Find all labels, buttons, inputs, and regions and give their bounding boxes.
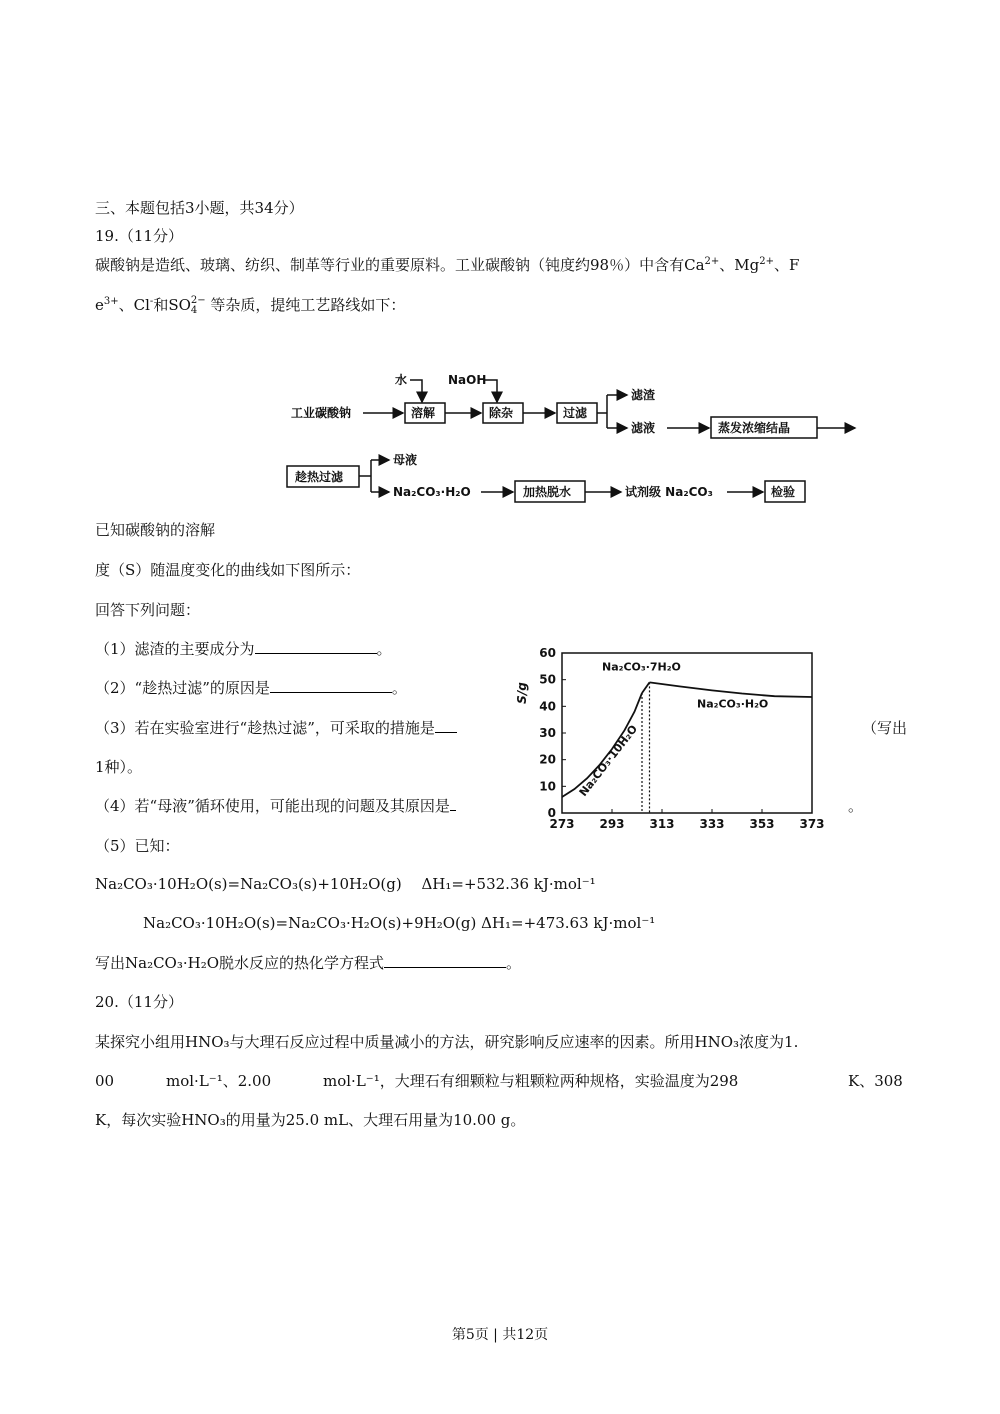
q20-line2b: mol·L⁻¹、2.00 <box>166 1072 272 1090</box>
q19-intro-line2: $e^{3+}$、Cl-和SO2− 4 等杂质，提纯工艺路线如下： <box>95 295 406 316</box>
answer-blank-5[interactable] <box>384 953 506 968</box>
chart-plot-frame <box>562 653 812 813</box>
solubility-chart <box>510 645 830 845</box>
flow-reagent-label: 试剂级 Na₂CO₃ <box>625 485 713 499</box>
y-tick-label: 30 <box>539 726 556 740</box>
flow-naoh-label: NaOH <box>448 373 487 387</box>
series-line-1 <box>562 693 642 797</box>
q19-part2: （2）“趁热过滤”的原因是 。 <box>95 679 407 697</box>
y-tick-label: 60 <box>539 646 556 660</box>
q19-part1: （1）滤渣的主要成分为 。 <box>95 640 392 658</box>
q20-line3: K，每次实验HNO₃的用量为25.0 mL、大理石用量为10.00 g。 <box>95 1111 526 1129</box>
y-axis-label: S/g <box>515 682 529 704</box>
flow-hydrate-label: Na₂CO₃·H₂O <box>393 485 471 499</box>
answer-blank-1[interactable] <box>255 639 377 654</box>
q19-part3-tail: （写出 <box>862 719 908 737</box>
series-label-heptahydrate: Na₂CO₃·7H₂O <box>602 660 681 674</box>
q19-known-line1: 已知碳酸钠的溶解 <box>95 521 216 539</box>
x-tick-label: 273 <box>549 817 575 831</box>
series-line-3 <box>650 682 813 697</box>
page-footer: 第5页 | 共12页 <box>451 1327 549 1343</box>
flow-dissolve-label: 溶解 <box>411 406 436 420</box>
flow-raw-label: 工业碳酸钠 <box>291 406 352 420</box>
q20-number: 20.（11分） <box>95 993 183 1011</box>
q19-write: 写出Na₂CO₃·H₂O脱水反应的热化学方程式 。 <box>95 954 522 972</box>
q20-line2d: K、308 <box>848 1072 903 1090</box>
flow-evaporate-label: 蒸发浓缩结晶 <box>718 421 791 435</box>
y-tick-label: 40 <box>539 699 556 714</box>
q19-part4-end: 。 <box>848 797 864 815</box>
flow-filtrate-label: 滤液 <box>631 421 656 435</box>
y-tick-label: 20 <box>539 752 556 767</box>
q19-part5: （5）已知： <box>95 837 180 855</box>
flow-mother-liquor-label: 母液 <box>393 453 418 467</box>
q20-line2c: mol·L⁻¹，大理石有细颗粒与粗颗粒两种规格，实验温度为298 <box>323 1072 739 1090</box>
q19-intro-line1: 碳酸钠是造纸、玻璃、纺织、制革等行业的重要原料。工业碳酸钠（钝度约98％）中含有$Ca^{2+}$、$Mg^{2+}$、F <box>95 256 800 274</box>
x-tick-label: 313 <box>649 817 675 831</box>
section-heading: 三、本题包括3小题，共34分） <box>95 199 304 217</box>
flow-heat-label: 加热脱水 <box>523 485 572 499</box>
x-tick-label: 373 <box>799 817 825 831</box>
q19-part4: （4）若“母液”循环使用，可能出现的问题及其原因是 <box>95 796 456 816</box>
y-tick-label: 10 <box>539 779 556 794</box>
q19-answer-prompt: 回答下列问题： <box>95 601 201 619</box>
series-label-decahydrate: Na₂CO₃·10H₂O <box>576 722 641 799</box>
series-label-monohydrate: Na₂CO₃·H₂O <box>697 697 769 711</box>
q20-line1: 某探究小组用HNO₃与大理石反应过程中质量减小的方法，研究影响反应速率的因素。所用HNO₃浓度为1. <box>95 1033 799 1051</box>
q19-eq1: Na₂CO₃·10H₂O(s)=Na₂CO₃(s)+10H₂O(g) ΔH₁=+532.36 kJ·mol⁻¹ <box>95 875 596 893</box>
q19-eq2: Na₂CO₃·10H₂O(s)=Na₂CO₃·H₂O(s)+9H₂O(g) ΔH₁=+473.63 kJ·mol⁻¹ <box>143 914 656 932</box>
answer-blank-4[interactable] <box>450 796 456 811</box>
series-line-2 <box>642 682 650 693</box>
y-tick-label: 0 <box>547 806 556 820</box>
q19-known-line2: 度（S）随温度变化的曲线如下图所示： <box>95 561 361 579</box>
answer-blank-3[interactable] <box>435 718 457 733</box>
q19-part3: （3）若在实验室进行“趁热过滤”，可采取的措施是 <box>95 718 457 738</box>
q19-part3-cont: 1种）。 <box>95 758 143 776</box>
q19-number: 19.（11分） <box>95 227 183 245</box>
x-tick-label: 333 <box>699 817 725 831</box>
flow-test-label: 检验 <box>771 485 796 499</box>
flow-water-label: 水 <box>395 373 408 387</box>
answer-blank-2[interactable] <box>270 678 392 693</box>
flow-remove-label: 除杂 <box>489 406 514 420</box>
flow-residue-label: 滤渣 <box>631 388 656 402</box>
y-tick-label: 50 <box>539 672 556 687</box>
process-flow-diagram <box>285 368 865 518</box>
q20-line2a: 00 <box>95 1072 115 1090</box>
x-tick-label: 293 <box>599 817 625 831</box>
x-tick-label: 353 <box>749 817 775 831</box>
flow-filter-label: 过滤 <box>563 406 588 420</box>
flow-hot-filter-label: 趁热过滤 <box>295 470 344 484</box>
